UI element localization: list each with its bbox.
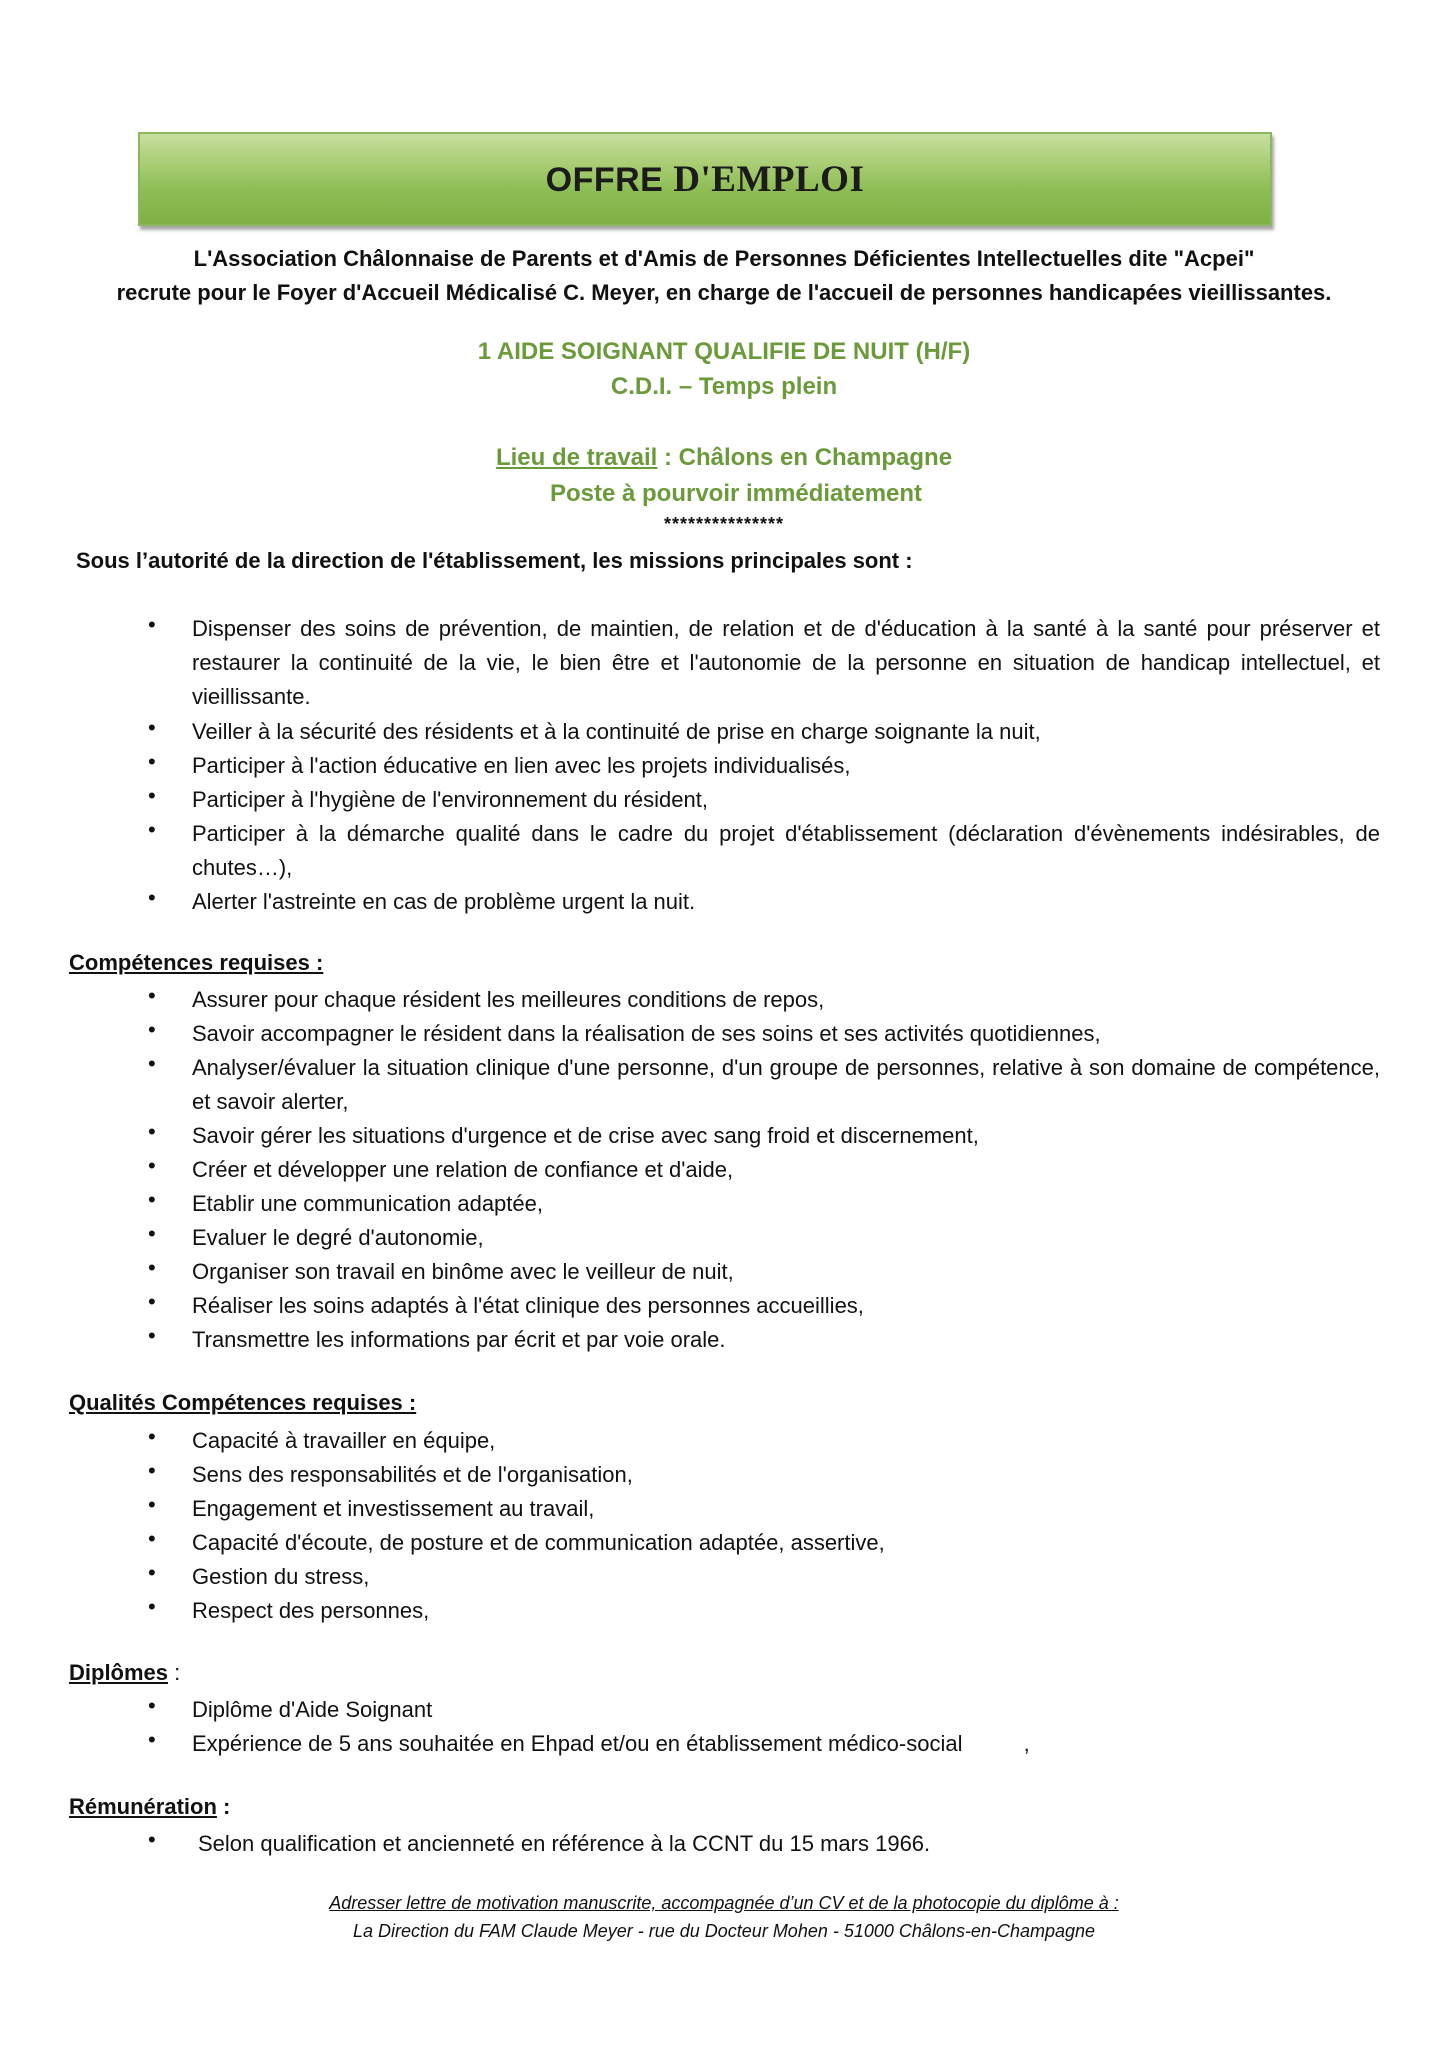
location-value: : Châlons en Champagne [657, 444, 953, 471]
bullet-icon: • [148, 1693, 156, 1718]
mission-text: Participer à la démarche qualité dans le cadre du projet d'établissement (déclaration d'évènements indésirables, de chutes…), [192, 821, 1380, 880]
bullet-icon: • [148, 749, 156, 774]
mission-text: Participer à l'hygiène de l'environnement du résident, [192, 787, 708, 812]
competence-text: Organiser son travail en binôme avec le veilleur de nuit, [192, 1259, 734, 1284]
bullet-icon: • [148, 1017, 156, 1042]
footer-instruction [0, 1893, 1448, 1914]
bullet-icon: • [148, 1827, 156, 1852]
bullet-icon: • [148, 783, 156, 808]
diplomes-heading-text: Diplômes [69, 1660, 169, 1685]
qualites-heading-text: Qualités Compétences requises : [69, 1390, 417, 1415]
qualite-text: Gestion du stress, [192, 1564, 370, 1589]
qualite-text: Sens des responsabilités et de l'organisation, [192, 1462, 633, 1487]
bullet-icon: • [148, 1153, 156, 1178]
bullet-icon: • [148, 1119, 156, 1144]
mission-text: Dispenser des soins de prévention, de maintien, de relation et de d'éducation à la santé à la santé pour préserver et restaurer la continuité de la vie, le bien être et l'autonomie de la personne en situation de handicap intellectuel, et vieillissante. [192, 616, 1380, 709]
competence-text: Analyser/évaluer la situation clinique d'une personne, d'un groupe de personnes, relative à son domaine de compétence, et savoir alerter, [192, 1055, 1380, 1114]
bullet-icon: • [148, 612, 156, 637]
bullet-icon: • [148, 1526, 156, 1551]
remuneration-heading-suffix: : [216, 1794, 231, 1819]
mission-text: Veiller à la sécurité des résidents et à la continuité de prise en charge soignante la nuit, [192, 719, 1041, 744]
competences-heading [69, 950, 323, 976]
job-title: 1 AIDE SOIGNANT QUALIFIE DE NUIT (H/F) [477, 338, 971, 365]
qualite-text: Respect des personnes, [192, 1598, 430, 1623]
competence-text: Savoir accompagner le résident dans la réalisation de ses soins et ses activités quotidiennes, [192, 1021, 1101, 1046]
competences-heading-text: Compétences requises : [69, 950, 324, 975]
bullet-icon: • [148, 1289, 156, 1314]
separator-stars: *************** [663, 514, 785, 534]
footer-line-1: Adresser lettre de motivation manuscrite, accompagnée d’un CV et de la photocopie du diplôme à : [329, 1893, 1119, 1913]
title-banner [138, 132, 1272, 226]
remuneration-heading [69, 1794, 230, 1820]
competence-text: Etablir une communication adaptée, [192, 1191, 543, 1216]
intro-line-2: recrute pour le Foyer d'Accueil Médicalisé C. Meyer, en charge de l'accueil de personnes handicapées vieillissantes. [116, 280, 1332, 305]
bullet-icon: • [148, 1255, 156, 1280]
qualite-text: Capacité d'écoute, de posture et de communication adaptée, assertive, [192, 1530, 885, 1555]
qualites-heading [69, 1390, 416, 1416]
bullet-icon: • [148, 1424, 156, 1449]
diplomes-heading-suffix: : [168, 1660, 181, 1685]
bullet-icon: • [148, 1187, 156, 1212]
footer-address: La Direction du FAM Claude Meyer - rue du Docteur Mohen - 51000 Châlons-en-Champagne [352, 1921, 1096, 1941]
bullet-icon: • [148, 885, 156, 910]
intro-line-1: L'Association Châlonnaise de Parents et d'Amis de Personnes Déficientes Intellectuelles dite "Acpei" [193, 246, 1255, 271]
bullet-icon: • [148, 983, 156, 1008]
competence-text: Transmettre les informations par écrit et par voie orale. [192, 1327, 726, 1352]
mission-text: Participer à l'action éducative en lien avec les projets individualisés, [192, 753, 851, 778]
missions-lead: Sous l’autorité de la direction de l'établissement, les missions principales sont : [76, 548, 913, 573]
page-title [546, 158, 865, 201]
bullet-icon: • [148, 1727, 156, 1752]
diplome-text: Expérience de 5 ans souhaitée en Ehpad et/ou en établissement médico-social , [192, 1731, 1030, 1756]
competence-text: Réaliser les soins adaptés à l'état clinique des personnes accueillies, [192, 1293, 864, 1318]
bullet-icon: • [148, 1221, 156, 1246]
availability: Poste à pourvoir immédiatement [549, 480, 923, 507]
bullet-icon: • [148, 1323, 156, 1348]
competence-text: Evaluer le degré d'autonomie, [192, 1225, 484, 1250]
remuneration-heading-text: Rémunération [69, 1794, 217, 1819]
work-location [0, 444, 1448, 472]
bullet-icon: • [148, 817, 156, 842]
contract-type: C.D.I. – Temps plein [610, 373, 838, 400]
bullet-icon: • [148, 1458, 156, 1483]
competence-text: Assurer pour chaque résident les meilleures conditions de repos, [192, 987, 825, 1012]
title-part-1: OFFRE [545, 160, 674, 199]
title-part-2: D'EMPLOI [673, 158, 865, 200]
diplomes-heading [69, 1660, 180, 1686]
qualite-text: Capacité à travailler en équipe, [192, 1428, 496, 1453]
diplome-text: Diplôme d'Aide Soignant [192, 1697, 433, 1722]
bullet-icon: • [148, 1492, 156, 1517]
mission-text: Alerter l'astreinte en cas de problème urgent la nuit. [192, 889, 696, 914]
bullet-icon: • [148, 1051, 156, 1076]
qualite-text: Engagement et investissement au travail, [192, 1496, 595, 1521]
competence-text: Savoir gérer les situations d'urgence et de crise avec sang froid et discernement, [192, 1123, 979, 1148]
competence-text: Créer et développer une relation de confiance et d'aide, [192, 1157, 734, 1182]
bullet-icon: • [148, 715, 156, 740]
remuneration-text: Selon qualification et ancienneté en référence à la CCNT du 15 mars 1966. [198, 1831, 931, 1856]
bullet-icon: • [148, 1560, 156, 1585]
location-label: Lieu de travail [495, 444, 658, 471]
bullet-icon: • [148, 1594, 156, 1619]
